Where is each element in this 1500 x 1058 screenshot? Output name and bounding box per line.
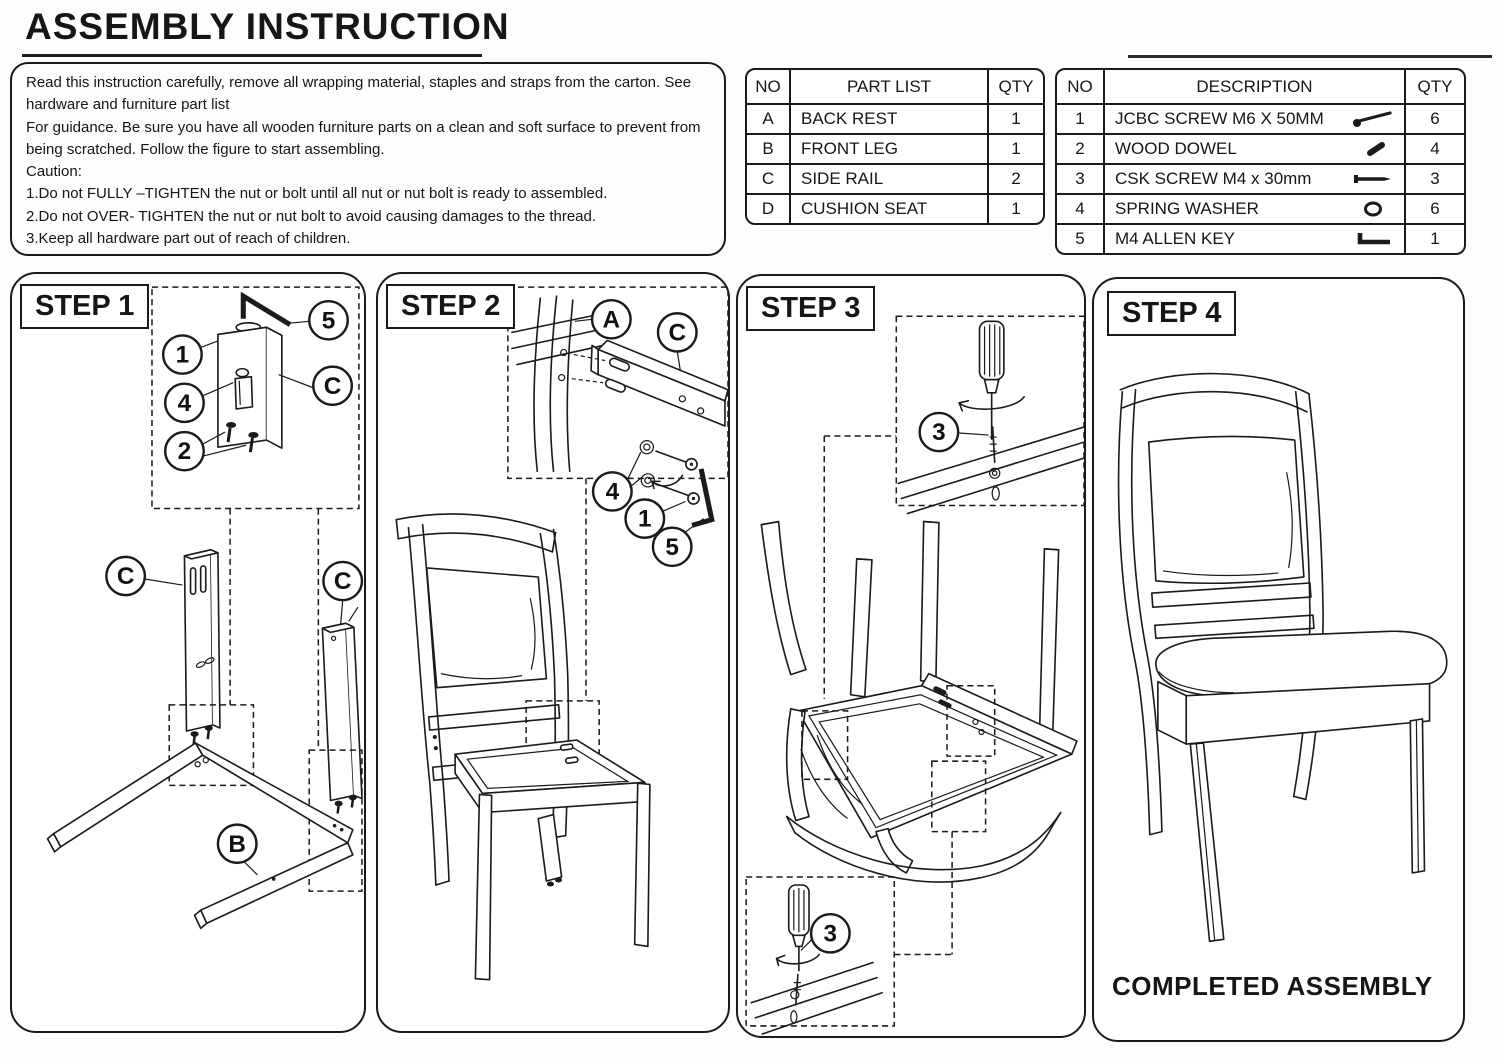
callout-csk-screw xyxy=(920,413,959,451)
allen-key-drawing xyxy=(243,296,288,323)
hardware-table xyxy=(1055,68,1466,255)
part-no: D xyxy=(747,193,789,223)
part-qty: 2 xyxy=(987,163,1043,193)
completed-chair-drawing xyxy=(1119,374,1447,942)
upside-down-chair-drawing xyxy=(761,522,1077,882)
part-list-header-row xyxy=(747,70,1043,103)
step-1-label: STEP 1 xyxy=(20,284,149,329)
callout-side-rail-left xyxy=(106,557,145,595)
svg-text:C: C xyxy=(323,372,342,400)
intro-line: For guidance. Be sure you have all wooden furniture parts on a clean and soft surface to prevent from xyxy=(26,118,701,136)
top-right-rule xyxy=(1128,55,1492,58)
intro-line: 2.Do not OVER- TIGHTEN the nut or nut bolt to avoid causing damages to the thread. xyxy=(26,207,597,225)
callout-allen-key xyxy=(309,301,348,339)
hw-no: 5 xyxy=(1057,223,1103,253)
svg-text:1: 1 xyxy=(175,341,190,369)
screw-drawing xyxy=(656,451,686,462)
callout-allen-key xyxy=(653,528,692,566)
hardware-header-row xyxy=(1057,70,1464,103)
intro-line: being scratched. Follow the figure to start assembling. xyxy=(26,140,385,158)
part-no: C xyxy=(747,163,789,193)
completed-assembly-caption: COMPLETED ASSEMBLY xyxy=(1112,971,1433,1001)
col-qty: QTY xyxy=(987,70,1043,103)
part-qty: 1 xyxy=(987,133,1043,163)
part-row xyxy=(747,103,1043,133)
spring-washer-drawing xyxy=(640,441,653,454)
svg-text:4: 4 xyxy=(177,389,192,417)
col-qty: QTY xyxy=(1404,70,1464,103)
svg-text:2: 2 xyxy=(177,438,192,466)
hardware-row xyxy=(1057,103,1464,133)
col-description: DESCRIPTION xyxy=(1103,70,1404,103)
hw-no: 3 xyxy=(1057,163,1103,193)
part-qty: 1 xyxy=(987,193,1043,223)
col-part-list: PART LIST xyxy=(789,70,987,103)
jcbc-screw-icon xyxy=(1350,110,1396,128)
svg-text:3: 3 xyxy=(932,419,946,447)
intro-line: 1.Do not FULLY –TIGHTEN the nut or bolt until all nut or nut bolt is ready to assembled. xyxy=(26,185,608,203)
step-4-panel xyxy=(1092,277,1465,1042)
svg-text:3: 3 xyxy=(823,920,838,948)
side-rail-left-drawing xyxy=(184,550,212,731)
hw-name xyxy=(1103,223,1404,253)
part-name: CUSHION SEAT xyxy=(789,193,987,223)
hw-label: SPRING WASHER xyxy=(1115,199,1259,218)
hw-no: 1 xyxy=(1057,103,1103,133)
barrel-nut-drawing xyxy=(235,377,252,409)
svg-text:C: C xyxy=(668,319,687,347)
intro-box xyxy=(10,62,726,256)
hw-name xyxy=(1103,103,1404,133)
callout-back-rest xyxy=(592,300,631,338)
callout-side-rail xyxy=(313,367,352,405)
svg-text:5: 5 xyxy=(665,533,679,561)
hw-qty: 3 xyxy=(1404,163,1464,193)
step-2-diagram xyxy=(378,274,728,1031)
hw-no: 2 xyxy=(1057,133,1103,163)
callout-side-rail xyxy=(658,313,697,351)
hw-label: M4 ALLEN KEY xyxy=(1115,229,1236,248)
part-row xyxy=(747,163,1043,193)
wood-dowel-drawing xyxy=(248,432,258,438)
intro-line: Read this instruction carefully, remove all wrapping material, staples and straps from the carton. See xyxy=(26,74,692,91)
step-3-label: STEP 3 xyxy=(746,286,875,331)
part-no: B xyxy=(747,133,789,163)
part-row xyxy=(747,193,1043,223)
hw-label: WOOD DOWEL xyxy=(1115,139,1237,158)
col-no: NO xyxy=(1067,76,1093,96)
callout-csk-screw xyxy=(811,914,850,952)
hardware-row xyxy=(1057,163,1464,193)
svg-text:C: C xyxy=(116,563,135,591)
svg-text:5: 5 xyxy=(321,307,336,335)
hw-name xyxy=(1103,133,1404,163)
svg-text:C: C xyxy=(333,568,352,596)
page-title: ASSEMBLY INSTRUCTION xyxy=(25,6,510,47)
hardware-row xyxy=(1057,223,1464,253)
intro-line: 3.Keep all hardware part out of reach of children. xyxy=(26,230,351,248)
hw-label: JCBC SCREW M6 X 50MM xyxy=(1115,109,1324,128)
svg-text:A: A xyxy=(602,306,621,334)
callout-side-rail-right xyxy=(323,562,362,600)
hw-name xyxy=(1103,163,1404,193)
part-list-table xyxy=(745,68,1045,225)
callout-front-leg xyxy=(218,825,257,863)
wood-dowel-drawing xyxy=(226,422,236,428)
screwdriver-drawing xyxy=(979,321,1003,439)
part-qty: 1 xyxy=(987,103,1043,133)
title-underline xyxy=(22,54,482,57)
spring-washer-icon xyxy=(1350,200,1396,218)
step-2-panel xyxy=(376,272,730,1033)
part-row xyxy=(747,133,1043,163)
svg-text:4: 4 xyxy=(605,478,620,506)
screwdriver-drawing xyxy=(789,885,809,971)
hw-label: CSK SCREW M4 x 30mm xyxy=(1115,169,1312,188)
step-2-label: STEP 2 xyxy=(386,284,515,329)
hw-qty: 6 xyxy=(1404,103,1464,133)
step-1-panel xyxy=(10,272,366,1033)
hw-qty: 6 xyxy=(1404,193,1464,223)
step-3-panel xyxy=(736,274,1086,1038)
hw-no: 4 xyxy=(1057,193,1103,223)
callout-spring-washer xyxy=(593,472,632,510)
step-4-diagram xyxy=(1094,279,1463,1040)
part-name: FRONT LEG xyxy=(789,133,987,163)
hw-qty: 4 xyxy=(1404,133,1464,163)
callout-screw xyxy=(163,335,202,373)
front-leg-assembly-drawing xyxy=(54,743,203,847)
part-name: BACK REST xyxy=(789,103,987,133)
col-no: NO xyxy=(755,76,781,96)
csk-screw-icon xyxy=(1350,170,1396,188)
hardware-row xyxy=(1057,133,1464,163)
chair-partial-drawing xyxy=(396,514,650,980)
callout-spring-washer xyxy=(165,384,204,422)
intro-line: Caution: xyxy=(26,163,82,181)
part-name: SIDE RAIL xyxy=(789,163,987,193)
intro-line: hardware and furniture part list xyxy=(26,96,230,114)
step-4-label: STEP 4 xyxy=(1107,291,1236,336)
callout-dowel xyxy=(165,432,204,470)
hw-qty: 1 xyxy=(1404,223,1464,253)
step-3-diagram xyxy=(738,276,1084,1036)
svg-text:1: 1 xyxy=(638,505,652,533)
svg-text:B: B xyxy=(228,830,246,858)
allen-key-icon xyxy=(1350,230,1396,248)
step-1-diagram xyxy=(12,274,364,1031)
wood-dowel-icon xyxy=(1350,140,1396,158)
part-no: A xyxy=(747,103,789,133)
hardware-row xyxy=(1057,193,1464,223)
hw-name xyxy=(1103,193,1404,223)
